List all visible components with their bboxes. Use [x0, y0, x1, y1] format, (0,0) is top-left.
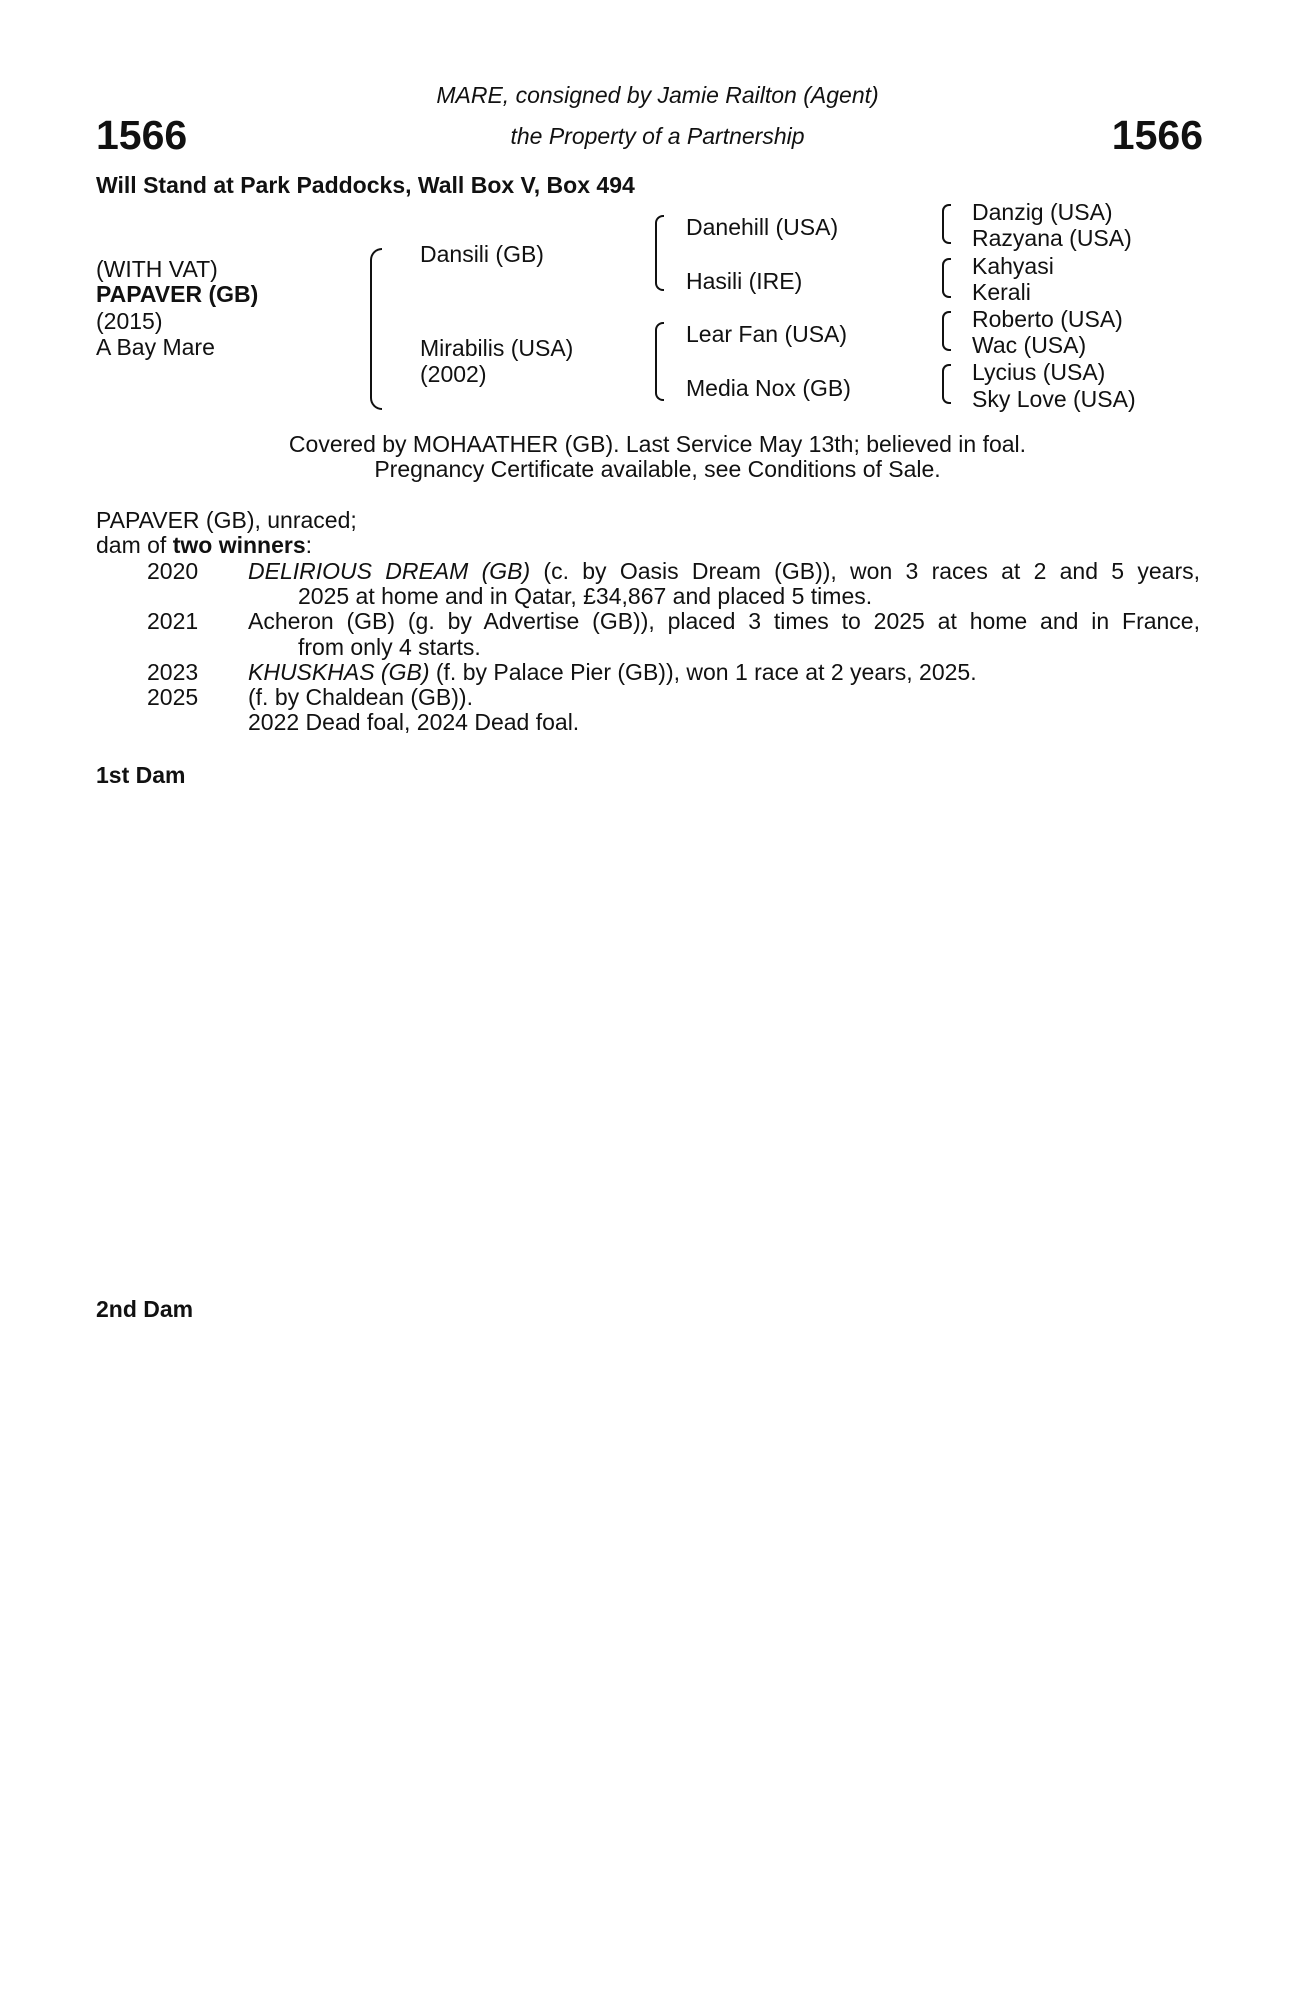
produce-item: 2025 (f. by Chaldean (GB)).: [147, 684, 473, 711]
horse-description: A Bay Mare: [96, 334, 215, 360]
pedigree-g4-6: Wac (USA): [972, 332, 1087, 358]
produce-dead-foals: 2022 Dead foal, 2024 Dead foal.: [248, 709, 580, 736]
horse-name: PAPAVER (GB): [96, 281, 259, 307]
produce-item: 2023 KHUSKHAS (GB) (f. by Palace Pier (GB)), won 1 race at 2 years, 2025.: [147, 658, 977, 685]
pedigree-brace-sire: [655, 215, 664, 291]
pedigree-g4-7: Lycius (USA): [972, 359, 1106, 385]
produce-item-name: KHUSKHAS (GB): [248, 658, 430, 685]
pedigree-brace-dam: [655, 322, 664, 401]
pedigree-brace-main: [370, 248, 382, 410]
stand-location: Will Stand at Park Paddocks, Wall Box V, Box 494: [96, 172, 635, 198]
pedigree-g4-3: Kahyasi: [972, 253, 1054, 279]
pedigree-g4-4: Kerali: [972, 279, 1031, 305]
produce-item: 2021 Acheron (GB) (g. by Advertise (GB)), placed 3 times to 2025 at home and in France, from only 4 starts.: [147, 608, 1200, 660]
pregnancy-line: Pregnancy Certificate available, see Conditions of Sale.: [374, 456, 941, 482]
pedigree-sire-sire: Danehill (USA): [686, 214, 839, 240]
produce-intro-line1: PAPAVER (GB), unraced;: [96, 507, 357, 533]
pedigree-brace-g4b: [942, 258, 951, 298]
produce-item: 2020 DELIRIOUS DREAM (GB) (c. by Oasis Dream (GB)), won 3 races at 2 and 5 years, 2025 at home and in Qatar, £34,867 and placed 5 times.: [147, 558, 1200, 610]
pedigree-dam-dam: Media Nox (GB): [686, 375, 851, 401]
pedigree-dam: Mirabilis (USA): [420, 335, 574, 361]
pedigree-g4-1: Danzig (USA): [972, 199, 1113, 225]
covered-line: Covered by MOHAATHER (GB). Last Service May 13th; believed in foal.: [288, 431, 1027, 457]
lot-number-left: 1566: [96, 112, 188, 158]
pedigree-g4-8: Sky Love (USA): [972, 386, 1136, 412]
pedigree-g4-2: Razyana (USA): [972, 225, 1132, 251]
vat-label: (WITH VAT): [96, 256, 218, 282]
produce-item-name: Acheron (GB): [248, 608, 396, 635]
consignor-line: MARE, consigned by Jamie Railton (Agent): [436, 82, 879, 108]
pedigree-dam-year: (2002): [420, 361, 487, 387]
second-dam-heading: 2nd Dam: [96, 1296, 194, 1322]
produce-item-name: DELIRIOUS DREAM (GB): [248, 558, 531, 584]
lot-number-right: 1566: [1111, 112, 1203, 158]
property-line: the Property of a Partnership: [510, 123, 805, 149]
produce-list: [96, 559, 1200, 735]
pedigree-sire: Dansili (GB): [420, 241, 544, 267]
pedigree-brace-g4d: [942, 364, 951, 404]
horse-year: (2015): [96, 308, 163, 334]
pedigree-g4-5: Roberto (USA): [972, 306, 1123, 332]
first-dam-heading: 1st Dam: [96, 762, 186, 788]
produce-winners-count: two winners: [172, 532, 306, 559]
pedigree-sire-dam: Hasili (IRE): [686, 268, 803, 294]
pedigree-brace-g4a: [942, 204, 951, 244]
pedigree-brace-g4c: [942, 311, 951, 351]
produce-intro: PAPAVER (GB), unraced; dam of two winners:: [96, 507, 357, 559]
pedigree-dam-sire: Lear Fan (USA): [686, 321, 848, 347]
